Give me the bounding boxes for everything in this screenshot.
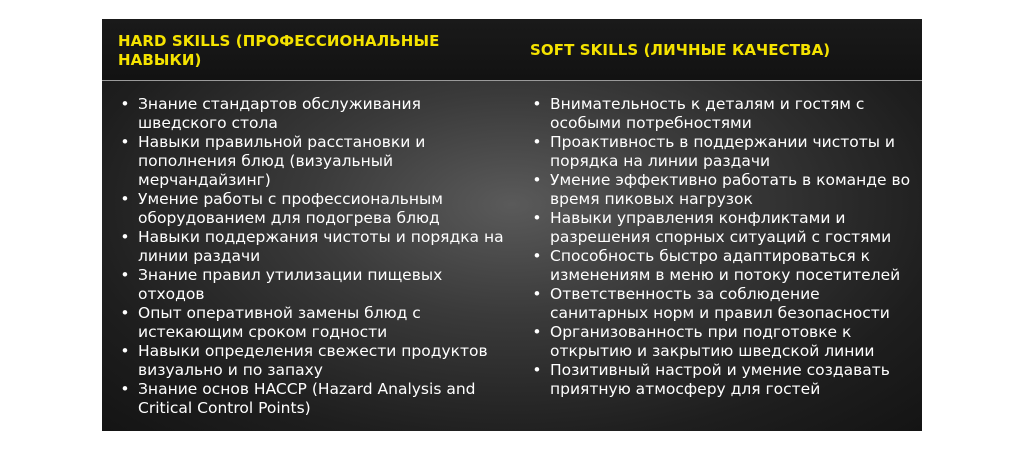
bullet-icon: • — [120, 380, 130, 398]
list-item — [530, 361, 916, 399]
bullet-icon: • — [532, 361, 542, 379]
bullet-icon: • — [532, 209, 542, 227]
soft-skills-header: SOFT SKILLS (ЛИЧНЫЕ КАЧЕСТВА) — [530, 41, 831, 59]
bullet-icon: • — [120, 190, 130, 208]
hard-skill-text: Умение работы с профессиональным оборудованием для подогрева блюд — [138, 190, 443, 227]
skills-table — [102, 19, 922, 431]
hard-skill-text: Знание правил утилизации пищевых отходов — [138, 266, 443, 303]
hard-skill-text: Навыки правильной расстановки и пополнения блюд (визуальный мерчандайзинг) — [138, 133, 426, 189]
list-item — [118, 380, 508, 418]
bullet-icon: • — [120, 342, 130, 360]
soft-skill-text: Умение эффективно работать в команде во время пиковых нагрузок — [550, 171, 911, 208]
list-item — [118, 133, 508, 190]
list-item — [530, 171, 916, 209]
bullet-icon: • — [120, 133, 130, 151]
bullet-icon: • — [532, 95, 542, 113]
hard-skill-text: Навыки поддержания чистоты и порядка на линии раздачи — [138, 228, 504, 265]
list-item — [118, 228, 508, 266]
bullet-icon: • — [120, 304, 130, 322]
soft-skill-text: Навыки управления конфликтами и разрешения спорных ситуаций с гостями — [550, 209, 892, 246]
list-item — [530, 285, 916, 323]
list-item — [530, 133, 916, 171]
hard-skills-list — [118, 95, 508, 418]
hard-skill-text: Опыт оперативной замены блюд с истекающим сроком годности — [138, 304, 421, 341]
list-item — [118, 304, 508, 342]
bullet-icon: • — [532, 323, 542, 341]
soft-skill-text: Способность быстро адаптироваться к изменениям в меню и потоку посетителей — [550, 247, 901, 284]
soft-skill-text: Организованность при подготовке к открытию и закрытию шведской линии — [550, 323, 875, 360]
hard-skill-text: Знание стандартов обслуживания шведского стола — [138, 95, 421, 132]
hard-skills-header: HARD SKILLS (ПРОФЕССИОНАЛЬНЫЕ НАВЫКИ) — [118, 32, 440, 69]
list-item — [530, 247, 916, 285]
list-item — [530, 323, 916, 361]
soft-skill-text: Проактивность в поддержании чистоты и порядка на линии раздачи — [550, 133, 895, 170]
soft-skill-text: Позитивный настрой и умение создавать приятную атмосферу для гостей — [550, 361, 890, 398]
bullet-icon: • — [532, 247, 542, 265]
list-item — [118, 95, 508, 133]
soft-skill-text: Ответственность за соблюдение санитарных норм и правил безопасности — [550, 285, 890, 322]
soft-skill-text: Внимательность к деталям и гостям с особыми потребностями — [550, 95, 865, 132]
bullet-icon: • — [532, 171, 542, 189]
table-header — [102, 19, 922, 81]
hard-skill-text: Знание основ HACCP (Hazard Analysis and Critical Control Points) — [138, 380, 476, 417]
hard-skill-text: Навыки определения свежести продуктов визуально и по запаху — [138, 342, 488, 379]
bullet-icon: • — [120, 266, 130, 284]
soft-skills-list — [530, 95, 916, 399]
bullet-icon: • — [532, 133, 542, 151]
list-item — [118, 266, 508, 304]
bullet-icon: • — [532, 285, 542, 303]
list-item — [530, 95, 916, 133]
list-item — [118, 342, 508, 380]
bullet-icon: • — [120, 228, 130, 246]
list-item — [118, 190, 508, 228]
list-item — [530, 209, 916, 247]
bullet-icon: • — [120, 95, 130, 113]
